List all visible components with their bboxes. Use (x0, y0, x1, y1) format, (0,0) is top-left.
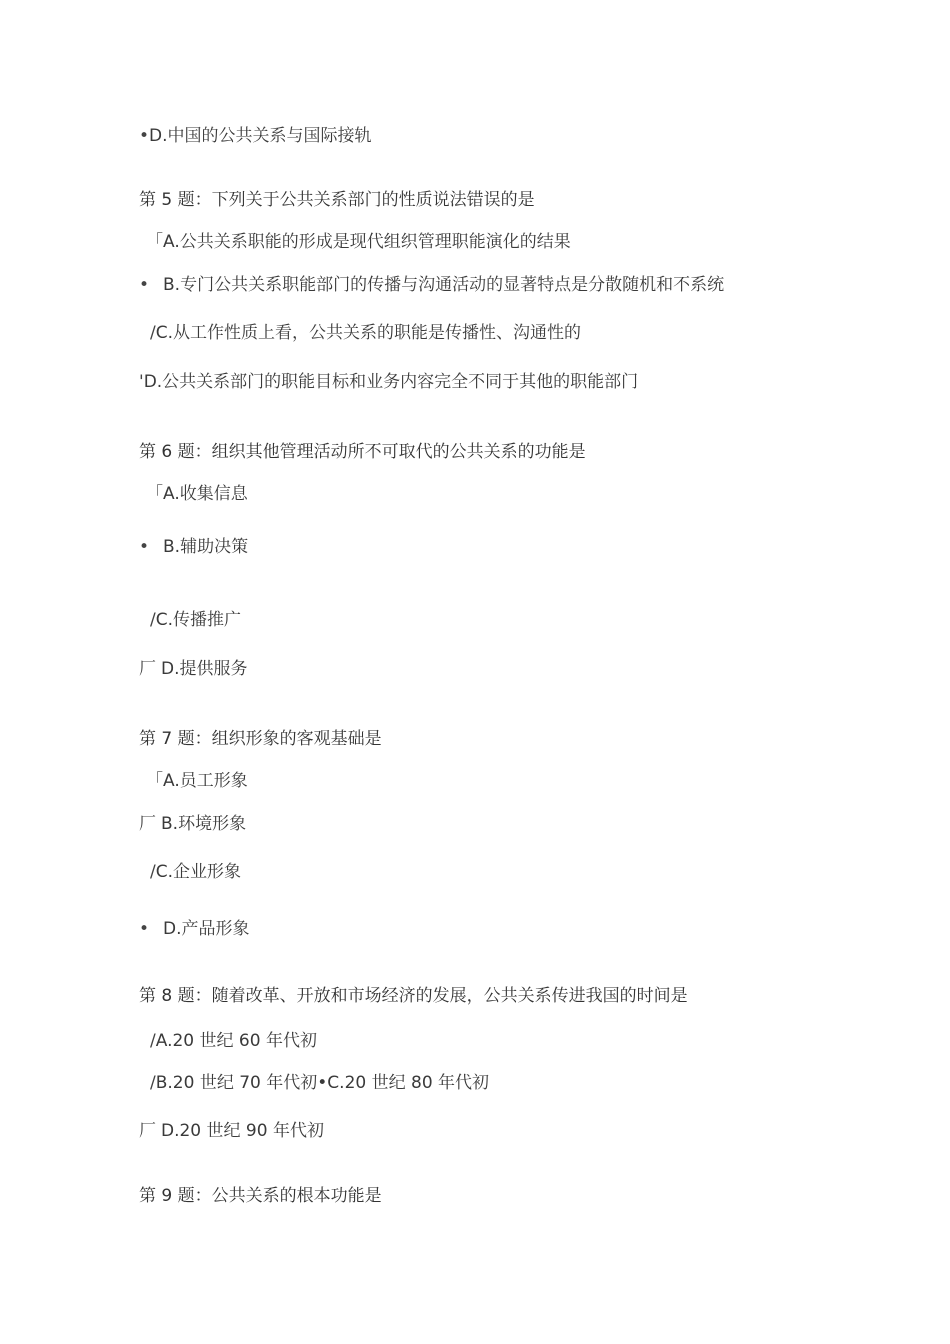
option-text: B.20 世纪 70 年代初•C.20 世纪 80 年代初 (155, 1073, 490, 1093)
option-text: B.环境形象 (161, 814, 247, 834)
option-text: B.专门公共关系职能部门的传播与沟通活动的显著特点是分散随机和不系统 (163, 275, 725, 295)
option-marker: / (150, 323, 156, 343)
q8-option-d (139, 1120, 324, 1142)
option-text: A.20 世纪 60 年代初 (155, 1031, 317, 1051)
option-marker: 厂 (139, 659, 156, 679)
option-marker: 厂 (139, 1121, 156, 1141)
q6-option-a (146, 483, 248, 505)
option-text: C.从工作性质上看，公共关系的职能是传播性、沟通性的 (155, 323, 582, 343)
q8-option-b-c (150, 1072, 489, 1094)
option-marker: 厂 (139, 814, 156, 834)
q7-option-a (146, 770, 248, 792)
option-marker: 「 (146, 771, 163, 791)
option-marker: / (150, 1031, 156, 1051)
q7-option-c (150, 861, 241, 883)
option-text: D.提供服务 (161, 659, 248, 679)
option-text: D.公共关系部门的职能目标和业务内容完全不同于其他的职能部门 (143, 372, 639, 392)
q6-option-b (139, 536, 248, 558)
option-marker: • (139, 537, 150, 557)
option-marker: • (139, 919, 150, 939)
option-marker: / (150, 1073, 156, 1093)
option-text: B.辅助决策 (163, 537, 249, 557)
question-9-title: 第 9 题：公共关系的根本功能是 (139, 1186, 382, 1206)
option-text: C.传播推广 (155, 610, 242, 630)
option-marker: / (150, 610, 156, 630)
option-text: C.企业形象 (155, 862, 242, 882)
option-text: D.中国的公共关系与国际接轨 (149, 126, 372, 146)
q5-option-a (146, 231, 571, 253)
option-marker: 「 (146, 232, 163, 252)
option-marker: / (150, 862, 156, 882)
question-5-title: 第 5 题：下列关于公共关系部门的性质说法错误的是 (139, 190, 535, 210)
option-text: D.产品形象 (163, 919, 250, 939)
option-text: D.20 世纪 90 年代初 (161, 1121, 324, 1141)
q7-option-b (139, 813, 246, 835)
q4-option-d (139, 125, 372, 147)
q5-option-c (150, 322, 581, 344)
q6-option-d (139, 658, 248, 680)
option-marker: ' (139, 372, 144, 392)
option-marker: • (139, 126, 150, 146)
option-marker: • (139, 275, 150, 295)
q6-option-c (150, 609, 241, 631)
option-marker: 「 (146, 484, 163, 504)
option-text: A.公共关系职能的形成是现代组织管理职能演化的结果 (163, 232, 571, 252)
question-8-title: 第 8 题：随着改革、开放和市场经济的发展，公共关系传进我国的时间是 (139, 986, 688, 1006)
q8-option-a (150, 1030, 317, 1052)
question-6-title: 第 6 题：组织其他管理活动所不可取代的公共关系的功能是 (139, 442, 586, 462)
option-text: A.收集信息 (163, 484, 248, 504)
q7-option-d (139, 918, 250, 940)
q5-option-b (139, 274, 724, 296)
q5-option-d (139, 371, 638, 393)
option-text: A.员工形象 (163, 771, 248, 791)
question-7-title: 第 7 题：组织形象的客观基础是 (139, 729, 382, 749)
